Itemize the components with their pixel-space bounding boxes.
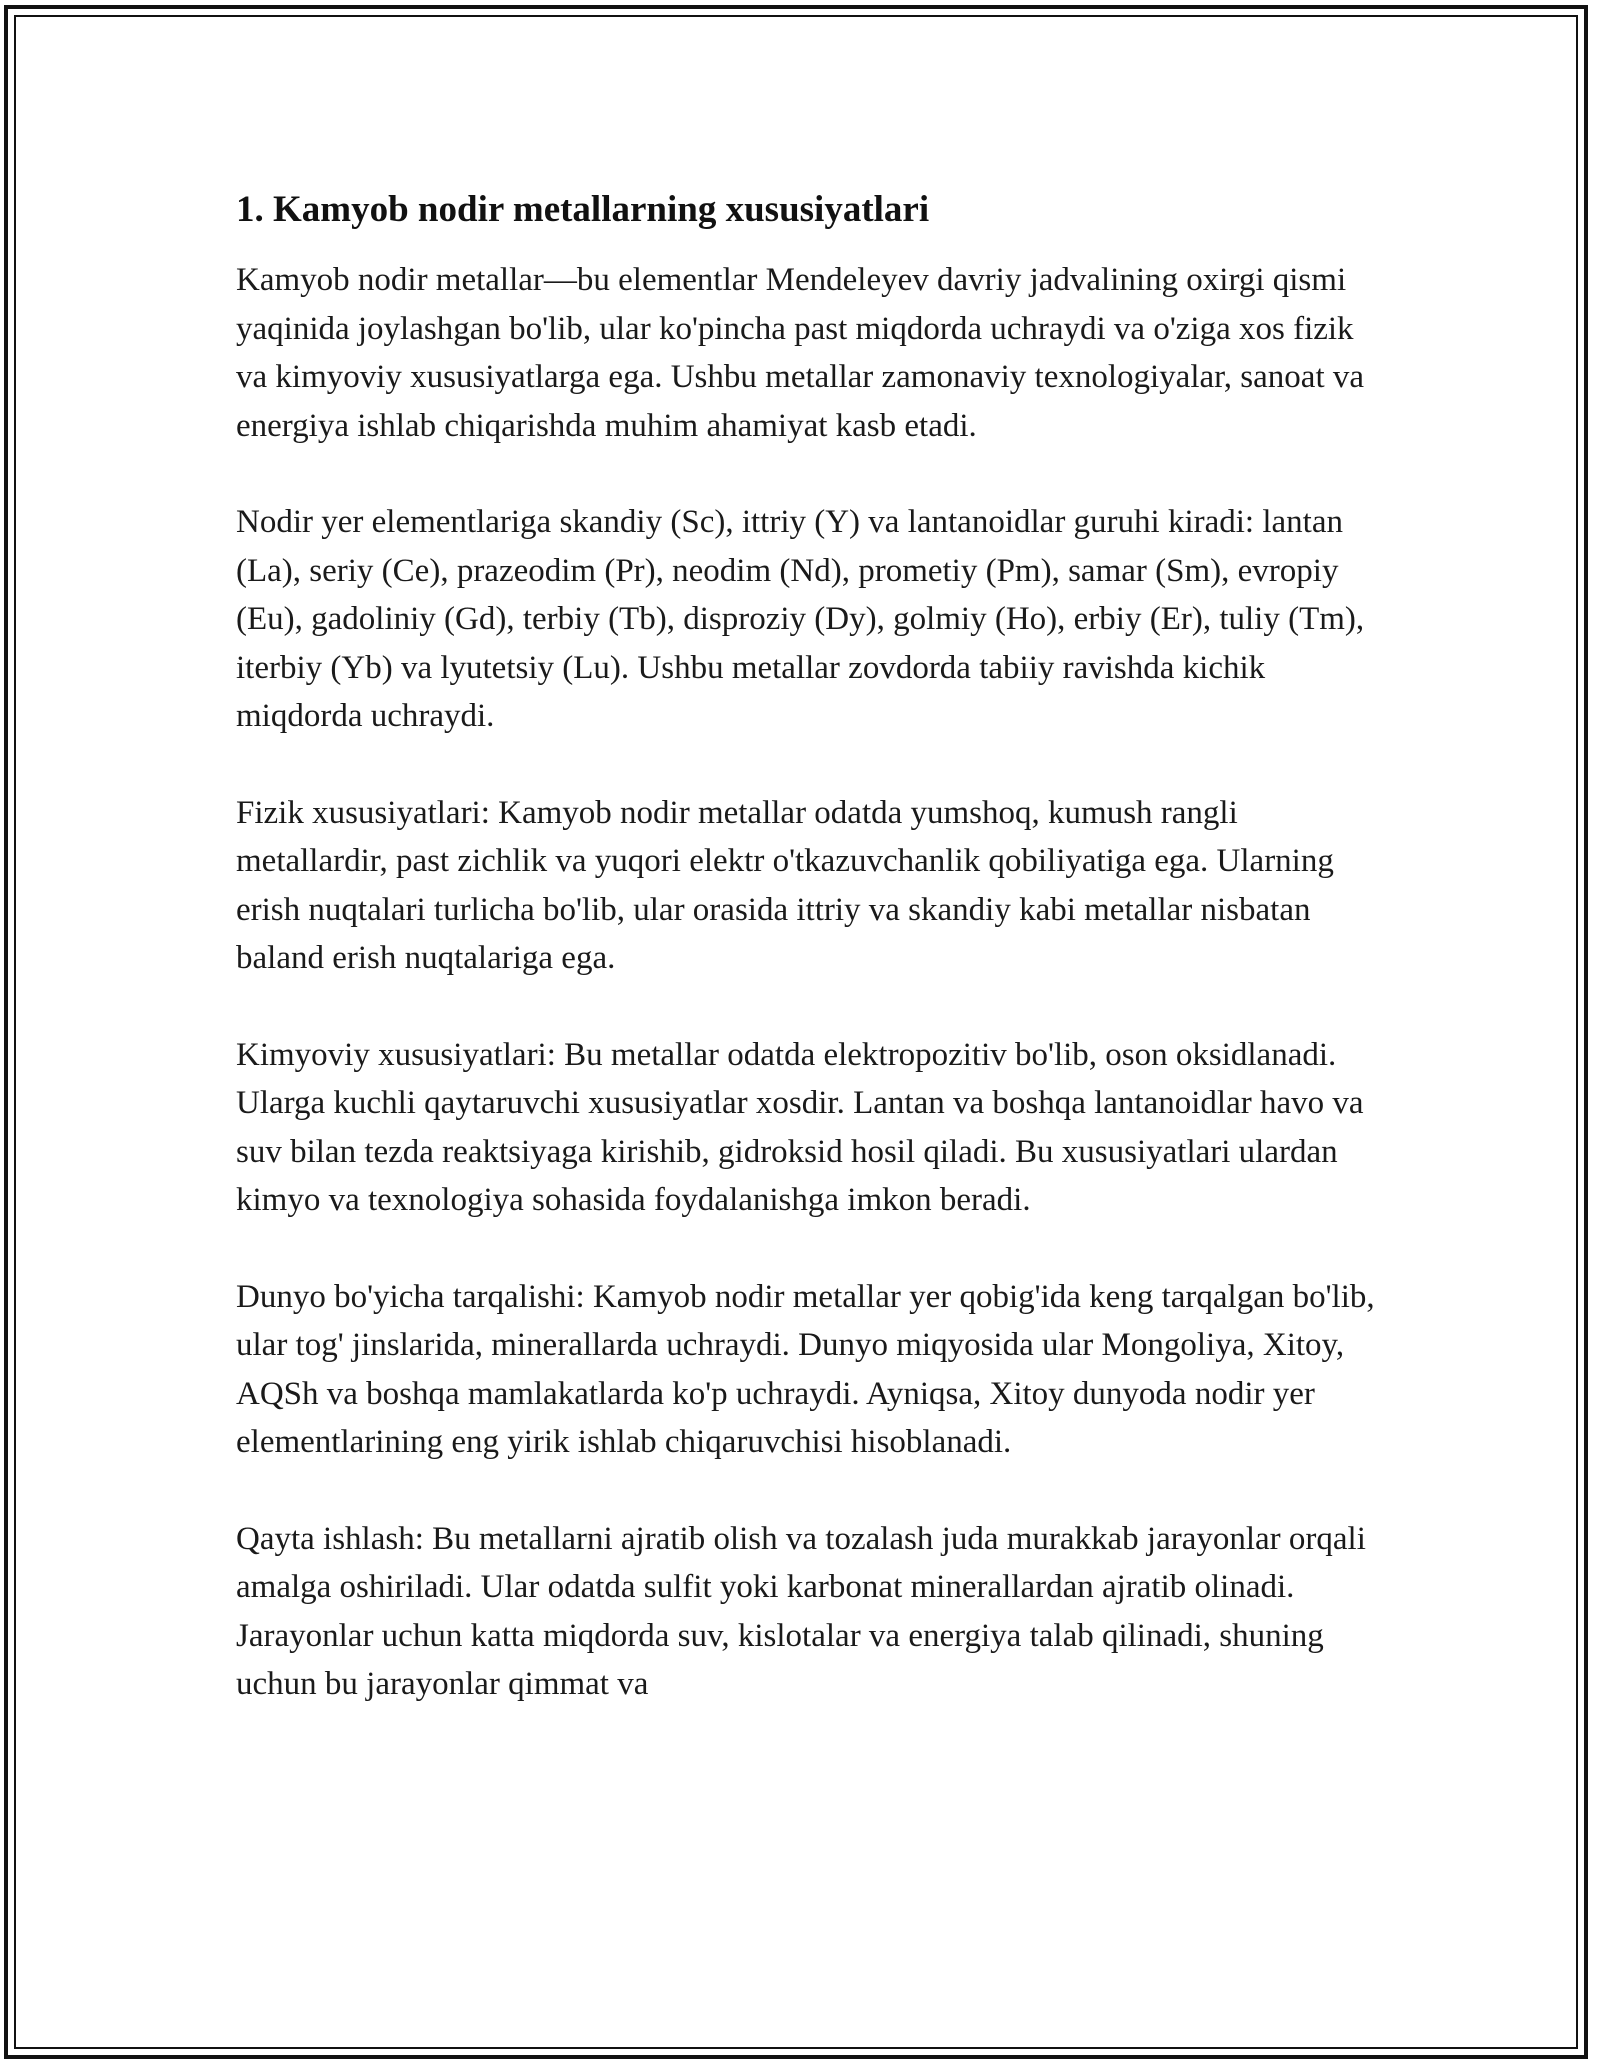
document-body	[236, 186, 1376, 1757]
paragraph-intro: Kamyob nodir metallar—bu elementlar Mendeleyev davriy jadvalining oxirgi qismi yaqinida joylashgan bo'lib, ular ko'pincha past miqdorda uchraydi va o'ziga xos fizik va kimyoviy xususiyatlarga ega. Ushbu metallar zamonaviy texnologiyalar, sanoat va energiya ishlab chiqarishda muhim ahamiyat kasb etadi.	[236, 262, 1365, 444]
paragraph-processing: Qayta ishlash: Bu metallarni ajratib olish va tozalash juda murakkab jarayonlar orqali amalga oshiriladi. Ular odatda sulfit yoki karbonat minerallardan ajratib olinadi. Jarayonlar uchun katta miqdorda suv, kislotalar va energiya talab qilinadi, shuning uchun bu jarayonlar qimmat va	[236, 1520, 1366, 1702]
paragraph-physical-properties: Fizik xususiyatlari: Kamyob nodir metallar odatda yumshoq, kumush rangli metallardir, past zichlik va yuqori elektr o'tkazuvchanlik qobiliyatiga ega. Ularning erish nuqtalari turlicha bo'lib, ular orasida ittriy va skandiy kabi metallar nisbatan baland erish nuqtalariga ega.	[236, 794, 1334, 976]
paragraph-elements-list: Nodir yer elementlariga skandiy (Sc), ittriy (Y) va lantanoidlar guruhi kiradi: lantan (La), seriy (Ce), prazeodim (Pr), neodim (Nd), prometiy (Pm), samar (Sm), evropiy (Eu), gadoliniy (Gd), terbiy (Tb), disproziy (Dy), golmiy (Ho), erbiy (Er), tuliy (Tm), iterbiy (Yb) va lyutetsiy (Lu). Ushbu metallar zovdorda tabiiy ravishda kichik miqdorda uchraydi.	[236, 504, 1365, 734]
paragraph-world-distribution: Dunyo bo'yicha tarqalishi: Kamyob nodir metallar yer qobig'ida keng tarqalgan bo'lib, ular tog' jinslarida, minerallarda uchraydi. Dunyo miqyosida ular Mongoliya, Xitoy, AQSh va boshqa mamlakatlarda ko'p uchraydi. Ayniqsa, Xitoy dunyoda nodir yer elementlarining eng yirik ishlab chiqaruvchisi hisoblanadi.	[236, 1278, 1375, 1460]
paragraph-chemical-properties: Kimyoviy xususiyatlari: Bu metallar odatda elektropozitiv bo'lib, oson oksidlanadi. Ularga kuchli qaytaruvchi xususiyatlar xosdir. Lantan va boshqa lantanoidlar havo va suv bilan tezda reaktsiyaga kirishib, gidroksid hosil qiladi. Bu xususiyatlari ulardan kimyo va texnologiya sohasida foydalanishga imkon beradi.	[236, 1036, 1364, 1218]
section-heading: 1. Kamyob nodir metallarning xususiyatlari	[236, 189, 930, 230]
